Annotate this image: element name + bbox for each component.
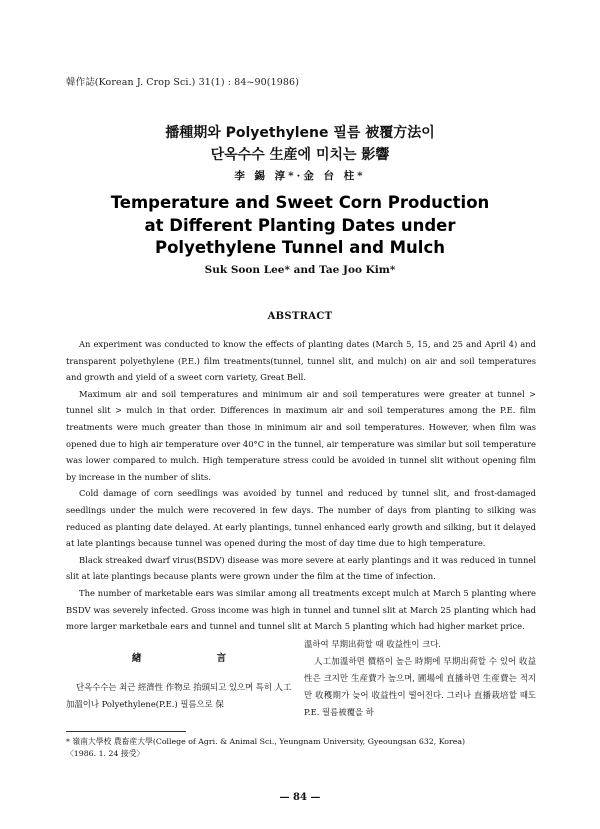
abstract-heading: ABSTRACT	[267, 311, 333, 322]
abstract-paragraph: Maximum air and soil temperatures and minimum air and soil temperatures were greater at tunnel > tunnel slit > mulch in that order. Differences in maximum air and soil temperatures among the P.E. film treatments were much greater than those in minimum air and soil temperatures. However, when film was opened due to high air temperature over 40°C in the tunnel, air temperature was similar but soil temperature was lower compared to mulch. High temperature stress could be avoided in tunnel slit without opening film by increase in the number of slits.	[66, 388, 536, 482]
right-column-paragraph: 人工加溫하면 價格이 높은 時期에 早期出荷할 수 있어 收益性은 크지만 生産費가 높으며, 圃場에 直播하면 生産費는 적지만 收穫期가 늦어 收益性이 떨어진다. 그러나 直播栽培할 때도 P.E. 필름被覆을 하	[304, 656, 536, 717]
english-title-line2: at Different Planting Dates under	[144, 216, 456, 235]
introduction-heading: 緖 言	[131, 653, 263, 664]
footnote-affiliation: * 嶺南大學校 農畜産大學(College of Agri. & Animal Sci., Yeungnam University, Gyeoungsan 632, Korea)	[66, 737, 466, 746]
abstract-paragraph: An experiment was conducted to know the effects of planting dates (March 5, 15, and 25 and April 4) and transparent polyethylene (P.E.) film treatments(tunnel, tunnel slit, and mulch) on air and soil temperatures and growth and yield of a sweet corn variety, Great Bell.	[66, 339, 536, 383]
english-title-line1: Temperature and Sweet Corn Production	[110, 193, 490, 212]
abstract-paragraph: Black streaked dwarf virus(BSDV) disease was more severe at early plantings and it was reduced in tunnel slit at late plantings because plants were grown under the film at the time of infection.	[66, 554, 536, 582]
abstract-paragraph: The number of marketable ears was similar among all treatments except mulch at March 5 planting where BSDV was severely infected. Gross income was high in tunnel and tunnel slit at March 25 planting which had more larger marketbale ears and tunnel and tunnel slit at March 5 planting which had higher market price.	[66, 587, 536, 632]
abstract-paragraph: Cold damage of corn seedlings was avoided by tunnel and reduced by tunnel slit, and frost-damaged seedlings under the mulch were recovered in few days. The number of days from planting to silking was reduced as planting date delayed. At early plantings, tunnel enhanced early growth and silking, but it delayed at late plantings because tunnel was opened during the most of day time due to high temperature.	[66, 488, 536, 549]
left-column	[66, 636, 292, 713]
footnote-divider	[66, 731, 186, 732]
footnote	[66, 736, 536, 760]
footnote-received-date: 〈1986. 1. 24 接受〉	[66, 749, 145, 758]
abstract-body	[66, 336, 536, 635]
right-column	[304, 636, 536, 721]
right-column-line: 溫하여 早期出荷할 때 收益性이 크다.	[304, 639, 441, 649]
english-authors: Suk Soon Lee* and Tae Joo Kim*	[204, 264, 396, 276]
korean-title-line2: 단옥수수 生産에 미치는 影響	[210, 147, 390, 163]
korean-title-line1: 播種期와 Polyethylene 필름 被覆方法이	[165, 125, 435, 141]
journal-header: 韓作誌(Korean J. Crop Sci.) 31(1) : 84~90(1986)	[66, 77, 299, 88]
english-title-line3: Polyethylene Tunnel and Mulch	[154, 238, 445, 257]
page-number: — 84 —	[279, 792, 321, 803]
korean-authors: 李 錫 淳*·金 台 柱*	[234, 170, 366, 182]
introduction-text: 단옥수수는 최근 經濟性 作物로 抬頭되고 있으며 특히 人工加溫이나 Polyethylene(P.E.) 필름으로 保	[66, 682, 292, 709]
